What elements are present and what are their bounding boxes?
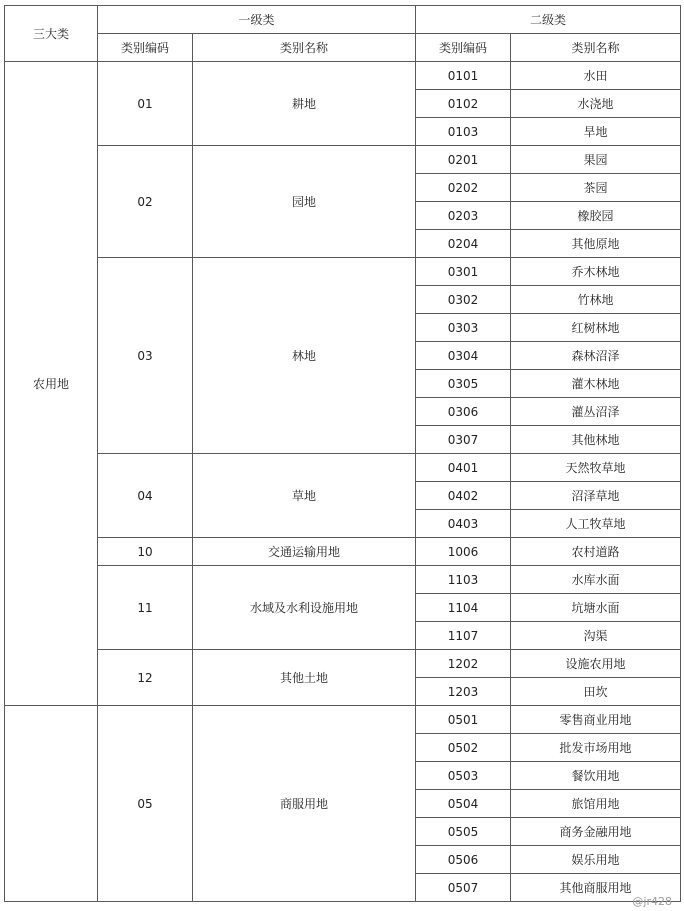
header-major-category: 三大类 [5, 6, 98, 62]
level2-code-cell: 0501 [416, 706, 511, 734]
level2-name-cell: 其他原地 [511, 230, 681, 258]
level2-code-cell: 0203 [416, 202, 511, 230]
level2-code-cell: 0506 [416, 846, 511, 874]
header-level2-code: 类别编码 [416, 34, 511, 62]
level1-code-cell: 12 [98, 650, 193, 706]
level2-name-cell: 娱乐用地 [511, 846, 681, 874]
level2-code-cell: 1006 [416, 538, 511, 566]
level1-code-cell: 04 [98, 454, 193, 538]
level2-code-cell: 1202 [416, 650, 511, 678]
level2-name-cell: 水田 [511, 62, 681, 90]
level2-name-cell: 竹林地 [511, 286, 681, 314]
level2-name-cell: 森林沼泽 [511, 342, 681, 370]
level1-code-cell: 05 [98, 706, 193, 902]
table-row [5, 706, 681, 734]
level2-name-cell: 批发市场用地 [511, 734, 681, 762]
table-row [5, 146, 681, 174]
level2-name-cell: 沼泽草地 [511, 482, 681, 510]
level2-code-cell: 0204 [416, 230, 511, 258]
level2-name-cell: 橡胶园 [511, 202, 681, 230]
table-row [5, 258, 681, 286]
level2-name-cell: 灌木林地 [511, 370, 681, 398]
header-level1-name: 类别名称 [193, 34, 416, 62]
level2-name-cell: 其他林地 [511, 426, 681, 454]
level2-name-cell: 灌丛沼泽 [511, 398, 681, 426]
table-row [5, 566, 681, 594]
header-level1-category: 一级类 [98, 6, 416, 34]
table-body [5, 62, 681, 902]
level2-name-cell: 旅馆用地 [511, 790, 681, 818]
level1-code-cell: 02 [98, 146, 193, 258]
level1-name-cell: 园地 [193, 146, 416, 258]
level2-name-cell: 人工牧草地 [511, 510, 681, 538]
level1-name-cell: 其他土地 [193, 650, 416, 706]
level2-name-cell: 红树林地 [511, 314, 681, 342]
level2-name-cell: 田坎 [511, 678, 681, 706]
major-category-cell [5, 706, 98, 902]
level2-code-cell: 0507 [416, 874, 511, 902]
level2-code-cell: 1104 [416, 594, 511, 622]
watermark-text: @jr428 [632, 895, 672, 908]
level1-name-cell: 交通运输用地 [193, 538, 416, 566]
level2-code-cell: 0307 [416, 426, 511, 454]
level1-code-cell: 01 [98, 62, 193, 146]
level2-name-cell: 水库水面 [511, 566, 681, 594]
level2-name-cell: 乔木林地 [511, 258, 681, 286]
level2-name-cell: 沟渠 [511, 622, 681, 650]
level2-code-cell: 0503 [416, 762, 511, 790]
level2-code-cell: 0306 [416, 398, 511, 426]
table-row [5, 538, 681, 566]
level2-name-cell: 餐饮用地 [511, 762, 681, 790]
level2-name-cell: 茶园 [511, 174, 681, 202]
level2-code-cell: 0201 [416, 146, 511, 174]
level2-name-cell: 旱地 [511, 118, 681, 146]
level2-code-cell: 0101 [416, 62, 511, 90]
level2-name-cell: 天然牧草地 [511, 454, 681, 482]
level1-name-cell: 商服用地 [193, 706, 416, 902]
level2-code-cell: 0102 [416, 90, 511, 118]
level2-code-cell: 1203 [416, 678, 511, 706]
level1-code-cell: 11 [98, 566, 193, 650]
level1-name-cell: 草地 [193, 454, 416, 538]
level2-name-cell: 其他商服用地 [511, 874, 681, 902]
table-row [5, 62, 681, 90]
level2-code-cell: 0401 [416, 454, 511, 482]
header-level1-code: 类别编码 [98, 34, 193, 62]
level2-code-cell: 0505 [416, 818, 511, 846]
level2-code-cell: 0502 [416, 734, 511, 762]
level1-code-cell: 03 [98, 258, 193, 454]
table-header [5, 6, 681, 62]
level1-name-cell: 林地 [193, 258, 416, 454]
level2-name-cell: 农村道路 [511, 538, 681, 566]
level2-name-cell: 果园 [511, 146, 681, 174]
level2-name-cell: 零售商业用地 [511, 706, 681, 734]
level1-code-cell: 10 [98, 538, 193, 566]
level2-code-cell: 0403 [416, 510, 511, 538]
level2-code-cell: 0402 [416, 482, 511, 510]
level1-name-cell: 水域及水利设施用地 [193, 566, 416, 650]
major-category-cell: 农用地 [5, 62, 98, 706]
level2-name-cell: 水浇地 [511, 90, 681, 118]
table-row [5, 454, 681, 482]
land-use-classification-table [4, 5, 681, 902]
level2-code-cell: 0304 [416, 342, 511, 370]
level2-name-cell: 坑塘水面 [511, 594, 681, 622]
level2-name-cell: 商务金融用地 [511, 818, 681, 846]
level2-code-cell: 1103 [416, 566, 511, 594]
level2-code-cell: 0103 [416, 118, 511, 146]
level2-code-cell: 0305 [416, 370, 511, 398]
header-level2-name: 类别名称 [511, 34, 681, 62]
table-row [5, 650, 681, 678]
header-row-sub [5, 34, 681, 62]
header-level2-category: 二级类 [416, 6, 681, 34]
level2-name-cell: 设施农用地 [511, 650, 681, 678]
level2-code-cell: 0504 [416, 790, 511, 818]
level2-code-cell: 1107 [416, 622, 511, 650]
header-row-top [5, 6, 681, 34]
level2-code-cell: 0302 [416, 286, 511, 314]
level2-code-cell: 0303 [416, 314, 511, 342]
level1-name-cell: 耕地 [193, 62, 416, 146]
level2-code-cell: 0202 [416, 174, 511, 202]
level2-code-cell: 0301 [416, 258, 511, 286]
